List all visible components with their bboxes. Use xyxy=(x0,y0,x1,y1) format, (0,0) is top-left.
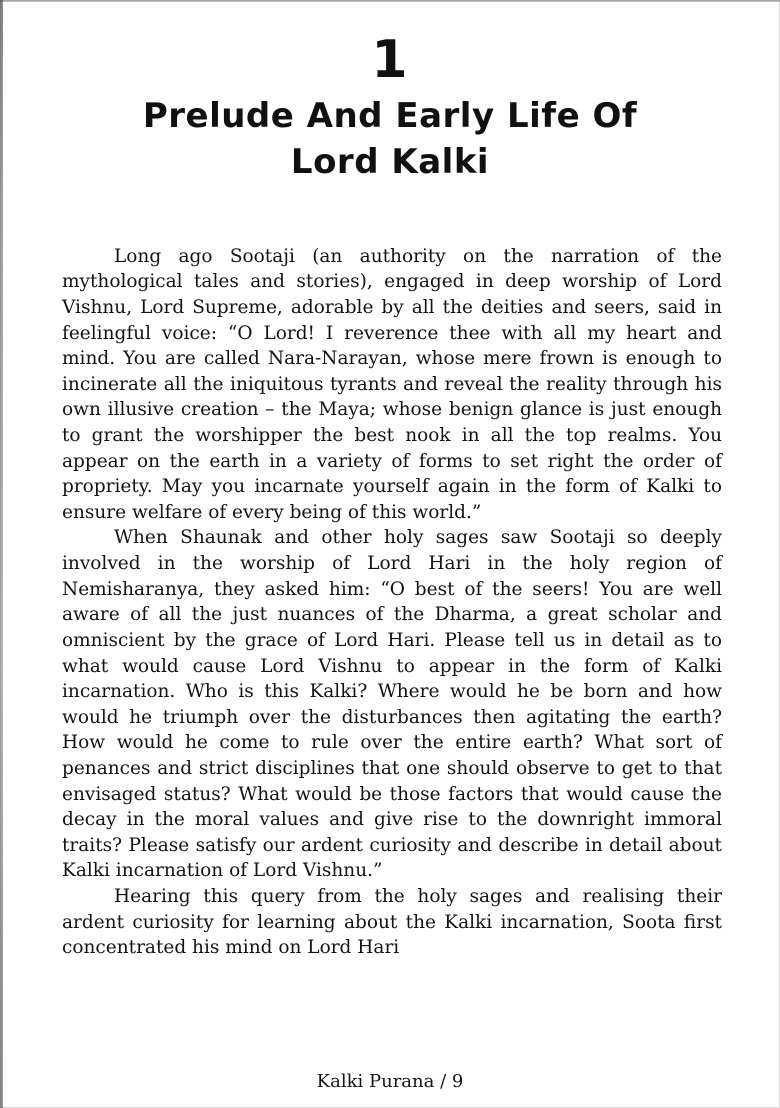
chapter-title-line2: Lord Kalki xyxy=(290,141,490,182)
page-footer: Kalki Purana / 9 xyxy=(316,1071,464,1092)
scan-edge xyxy=(0,0,780,2)
paragraph-3: Hearing this query from the holy sages and realising their ardent curiosity for learning about the Kalki incarnation, Soota first concentrated his mind on Lord Hari xyxy=(62,886,722,959)
chapter-title xyxy=(0,94,780,186)
paragraph-1: Long ago Sootaji (an authority on the narration of the mythological tales and stories), engaged in deep worship of Lord Vishnu, Lord Supreme, adorable by all the deities and seers, said in feelingful voice: “O Lord! I reverence thee with all my heart and mind. You are called Nara-Narayan, whose mere frown is enough to incinerate all the iniquitous tyrants and reveal the reality through his own illusive creation – the Maya; whose benign glance is just enough to grant the worshipper the best nook in all the top realms. You appear on the earth in a variety of forms to set right the order of propriety. May you incarnate yourself again in the form of Kalki to ensure welfare of every being of this world.” xyxy=(62,245,722,523)
paragraph-2: When Shaunak and other holy sages saw Sootaji so deeply involved in the worship of Lord Hari in the holy region of Nemisharanya, they asked him: “O best of the seers! You are well aware of all the just nuances of the Dharma, a great scholar and omniscient by the grace of Lord Hari. Please tell us in detail as to what would cause Lord Vishnu to appear in the form of Kalki incarnation. Who is this Kalki? Where would he be born and how would he triumph over the disturbances then agitating the earth? How would he come to rule over the entire earth? What sort of penances and strict disciplines that one should observe to get to that envisaged status? What would be those factors that would cause the decay in the moral values and give rise to the downright immoral traits? Please satisfy our ardent curiosity and describe in detail about Kalki incarnation of Lord Vishnu.” xyxy=(62,527,722,882)
body-text xyxy=(62,244,722,961)
scan-edge xyxy=(0,0,3,1108)
chapter-title-line1: Prelude And Early Life Of xyxy=(142,96,638,136)
chapter-number: 1 xyxy=(371,30,409,90)
